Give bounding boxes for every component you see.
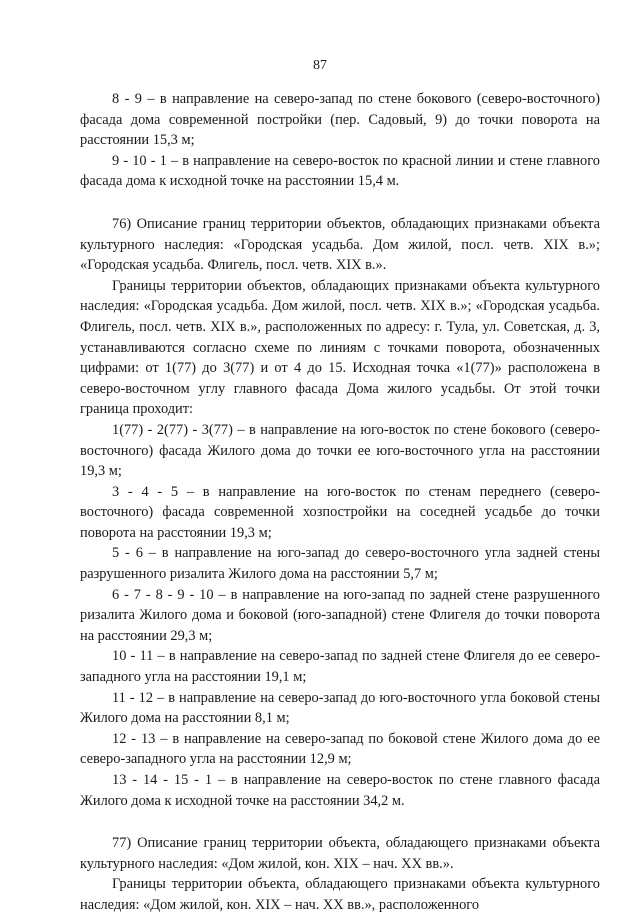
paragraph-segment-10-11: 10 - 11 – в направление на северо-запад по задней стене Флигеля до ее северо-западного угла на расстоянии 19,1 м; — [80, 648, 600, 686]
document-body — [80, 89, 600, 916]
paragraph-segment-9-10-1: 9 - 10 - 1 – в направление на северо-восток по красной линии и стене главного фасада дома к исходной точке на расстоянии 15,4 м. — [80, 152, 600, 190]
paragraph-segment-12-13: 12 - 13 – в направление на северо-запад по боковой стене Жилого дома до ее северо-западного угла на расстоянии 12,9 м; — [80, 730, 600, 768]
paragraph-segment-3-4-5: 3 - 4 - 5 – в направление на юго-восток по стенам переднего (северо-восточного) фасада современной хозпостройки на соседней усадьбе до точки поворота на расстоянии 19,3 м; — [80, 483, 600, 541]
paragraph-segment-6-10: 6 - 7 - 8 - 9 - 10 – в направление на юго-запад по задней стене разрушенного ризалита Жилого дома и боковой (юго-западной) стене Флигеля до точки поворота на расстоянии 29,3 м; — [80, 586, 600, 644]
section-77-boundary-description: Границы территории объекта, обладающего признаками объекта культурного наследия: «Дом жилой, кон. XIX – нач. XX вв.», расположенного — [80, 876, 600, 913]
section-76-boundary-description: Границы территории объектов, обладающих признаками объекта культурного наследия: «Городская усадьба. Дом жилой, посл. четв. XIX в.»; «Городская усадьба. Флигель, посл. четв. XIX в.», расположенных по адресу: г. Тула, ул. Советская, д. 3, устанавливаются согласно схеме по линиям с точками поворота, обозначенных цифрами: от 1(77) до 3(77) и от 4 до 15. Исходная точка «1(77)» расположена в северо-восточном углу главного фасада Дома жилого усадьбы. От этой точки граница проходит: — [80, 277, 600, 418]
section-77-heading: 77) Описание границ территории объекта, обладающего признаками объекта культурного наследия: «Дом жилой, кон. XIX – нач. XX вв.». — [80, 835, 600, 872]
paragraph-segment-5-6: 5 - 6 – в направление на юго-запад до северо-восточного угла задней стены разрушенного ризалита Жилого дома на расстоянии 5,7 м; — [80, 545, 600, 583]
paragraph-segment-1-2-3: 1(77) - 2(77) - 3(77) – в направление на юго-восток по стене бокового (северо-восточного) фасада Жилого дома до точки ее юго-восточного угла на расстоянии 19,3 м; — [80, 421, 600, 480]
paragraph-segment-13-1: 13 - 14 - 15 - 1 – в направление на северо-восток по стене главного фасада Жилого дома к исходной точке на расстоянии 34,2 м. — [80, 772, 600, 809]
section-gap — [80, 192, 600, 214]
section-gap — [80, 811, 600, 833]
section-76-heading: 76) Описание границ территории объектов, обладающих признаками объекта культурного наследия: «Городская усадьба. Дом жилой, посл. четв. XIX в.»; «Городская усадьба. Флигель, посл. четв. XIX в.». — [80, 215, 600, 274]
paragraph-segment-11-12: 11 - 12 – в направление на северо-запад до юго-восточного угла боковой стены Жилого дома на расстоянии 8,1 м; — [80, 689, 600, 727]
page-number: 87 — [313, 58, 327, 73]
paragraph-segment-8-9: 8 - 9 – в направление на северо-запад по стене бокового (северо-восточного) фасада дома современной постройки (пер. Садовый, 9) до точки поворота на расстоянии 15,3 м; — [80, 91, 600, 149]
